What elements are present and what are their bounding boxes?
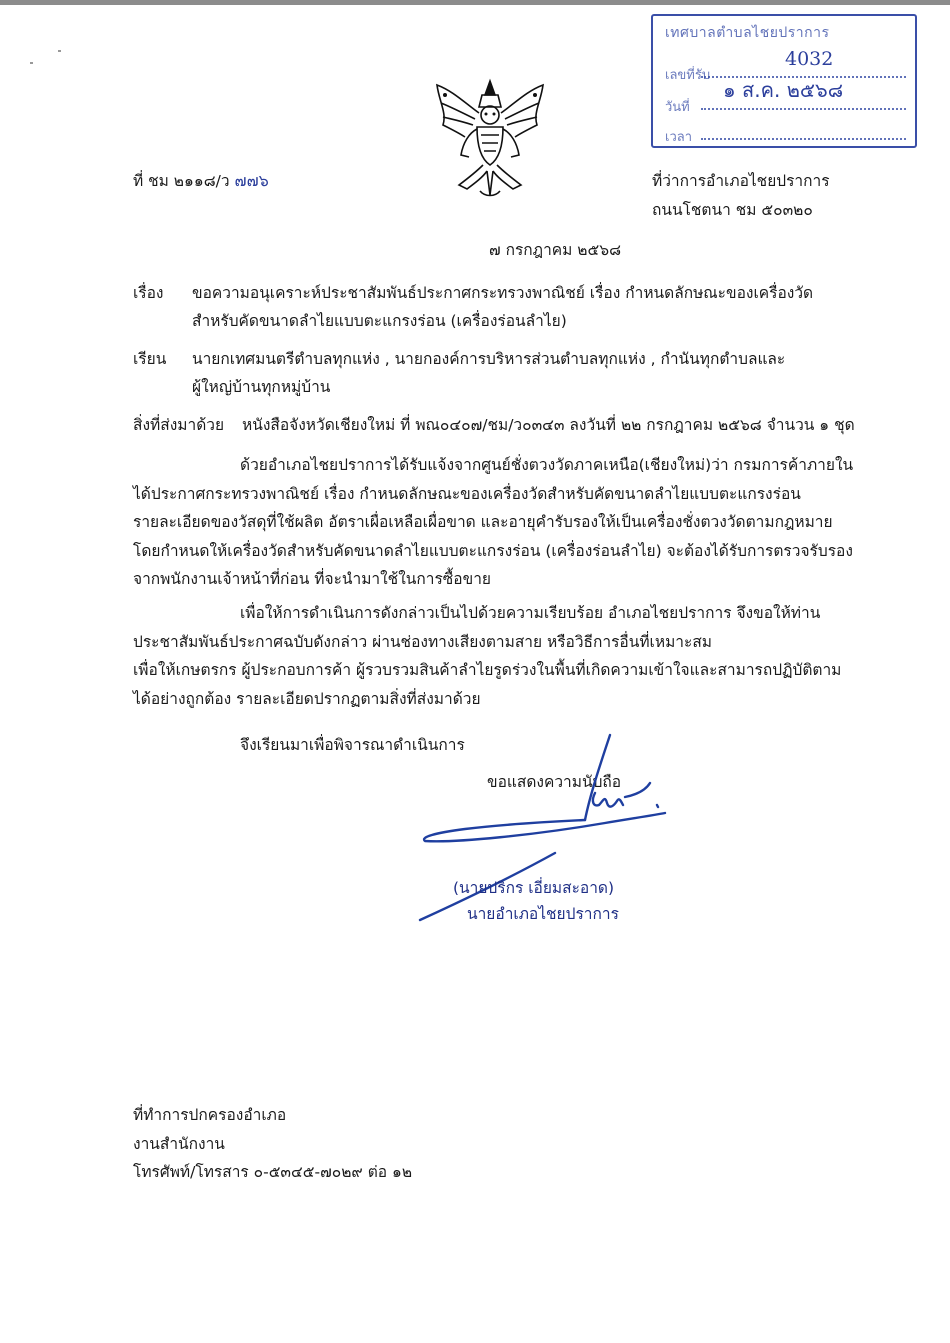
closing-request: จึงเรียนมาเพื่อพิจารณาดำเนินการ bbox=[240, 736, 465, 754]
subject-line2: สำหรับคัดขนาดลำไยแบบตะแกรงร่อน (เครื่องร่อนลำไย) bbox=[192, 312, 567, 330]
footer-phone: โทรศัพท์/โทรสาร ๐-๕๓๔๕-๗๐๒๙ ต่อ ๑๒ bbox=[133, 1163, 413, 1181]
stamp-date-value: ๑ ส.ค. ๒๕๖๘ bbox=[723, 78, 844, 102]
addressee-line1: นายกเทศมนตรีตำบลทุกแห่ง , นายกองค์การบริหารส่วนตำบลทุกแห่ง , กำนันทุกตำบลและ bbox=[192, 350, 786, 368]
office-address-line2: ถนนโชตนา ชม ๕๐๓๒๐ bbox=[652, 201, 813, 219]
stamp-time-label: เวลา bbox=[665, 130, 693, 145]
body-paragraph-2: เพื่อให้การดำเนินการดังกล่าวเป็นไปด้วยความเรียบร้อย อำเภอไชยปราการ จึงขอให้ท่าน ประชาสัมพันธ์ประกาศฉบับดังกล่าว ผ่านช่องทางเสียงตามสาย หรือวิธีการอื่นที่เหมาะสม เพื่อให้เกษตรกร ผู้ประกอบการค้า ผู้รวบรวมสินค้าลำไยรูดร่วงในพื้นที่เกิดความเข้าใจและสามารถปฏิบัติตาม ได้อย่างถูกต้อง รายละเอียดปรากฏตามสิ่งที่ส่งมาด้วย bbox=[133, 604, 842, 708]
stamp-received-number: 4032 bbox=[785, 48, 834, 70]
subject-label: เรื่อง bbox=[133, 284, 164, 302]
signer-name: (นายปริกร เอี่ยมสะอาด) bbox=[453, 879, 615, 897]
enclosure-text: หนังสือจังหวัดเชียงใหม่ ที่ พณ๐๔๐๗/ชม/ว๐๓๔๓ ลงวันที่ ๒๒ กรกฎาคม ๒๕๖๘ จำนวน ๑ ชุด bbox=[242, 416, 855, 434]
enclosure-label: สิ่งที่ส่งมาด้วย bbox=[133, 416, 225, 434]
stamp-dotted-line bbox=[701, 108, 906, 110]
office-address-line1: ที่ว่าการอำเภอไชยปราการ bbox=[652, 172, 830, 190]
footer-section: งานสำนักงาน bbox=[133, 1135, 225, 1153]
stamp-title: เทศบาลตำบลไชยปราการ bbox=[665, 25, 830, 41]
addressee-label: เรียน bbox=[133, 350, 167, 368]
reference-number bbox=[133, 171, 269, 191]
closing-phrase: ขอแสดงความนับถือ bbox=[487, 773, 622, 791]
signer-title: นายอำเภอไชยปราการ bbox=[467, 905, 619, 923]
reference-number-printed: ที่ ชม ๒๑๑๘/ว bbox=[133, 172, 230, 190]
body-paragraph-1: ด้วยอำเภอไชยปราการได้รับแจ้งจากศูนย์ชั่งตวงวัดภาคเหนือ(เชียงใหม่)ว่า กรมการค้าภายใน ได้ประกาศกระทรวงพาณิชย์ เรื่อง กำหนดลักษณะของเครื่องวัดสำหรับคัดขนาดลำไยแบบตะแกรงร่อน รายละเอียดของวัสดุที่ใช้ผลิต อัตราเผื่อเหลือเผื่อขาด และอายุคำรับรองให้เป็นเครื่องชั่งตวงวัดตามกฎหมาย โดยกำหนดให้เครื่องวัดสำหรับคัดขนาดลำไยแบบตะแกรงร่อน (เครื่องร่อนลำไย) จะต้องได้รับการตรวจรับรอง จากพนักงานเจ้าหน้าที่ก่อน ที่จะนำมาใช้ในการซื้อขาย bbox=[133, 456, 854, 588]
stamp-dotted-line bbox=[701, 138, 906, 140]
letter-date: ๗ กรกฎาคม ๒๕๖๘ bbox=[489, 241, 622, 259]
scan-top-edge bbox=[0, 0, 950, 5]
addressee-line2: ผู้ใหญ่บ้านทุกหมู่บ้าน bbox=[192, 378, 331, 396]
stamp-received-label: เลขที่รับ bbox=[665, 68, 711, 83]
stamp-date-label: วันที่ bbox=[665, 100, 690, 115]
scan-speck bbox=[58, 50, 61, 52]
receipt-stamp bbox=[651, 14, 917, 148]
scan-speck bbox=[30, 62, 33, 64]
subject-line1: ขอความอนุเคราะห์ประชาสัมพันธ์ประกาศกระทรวงพาณิชย์ เรื่อง กำหนดลักษณะของเครื่องวัด bbox=[192, 284, 814, 302]
footer-department: ที่ทำการปกครองอำเภอ bbox=[133, 1106, 287, 1124]
garuda-emblem bbox=[425, 73, 555, 205]
reference-number-handwritten: ๗๗๖ bbox=[234, 171, 269, 190]
